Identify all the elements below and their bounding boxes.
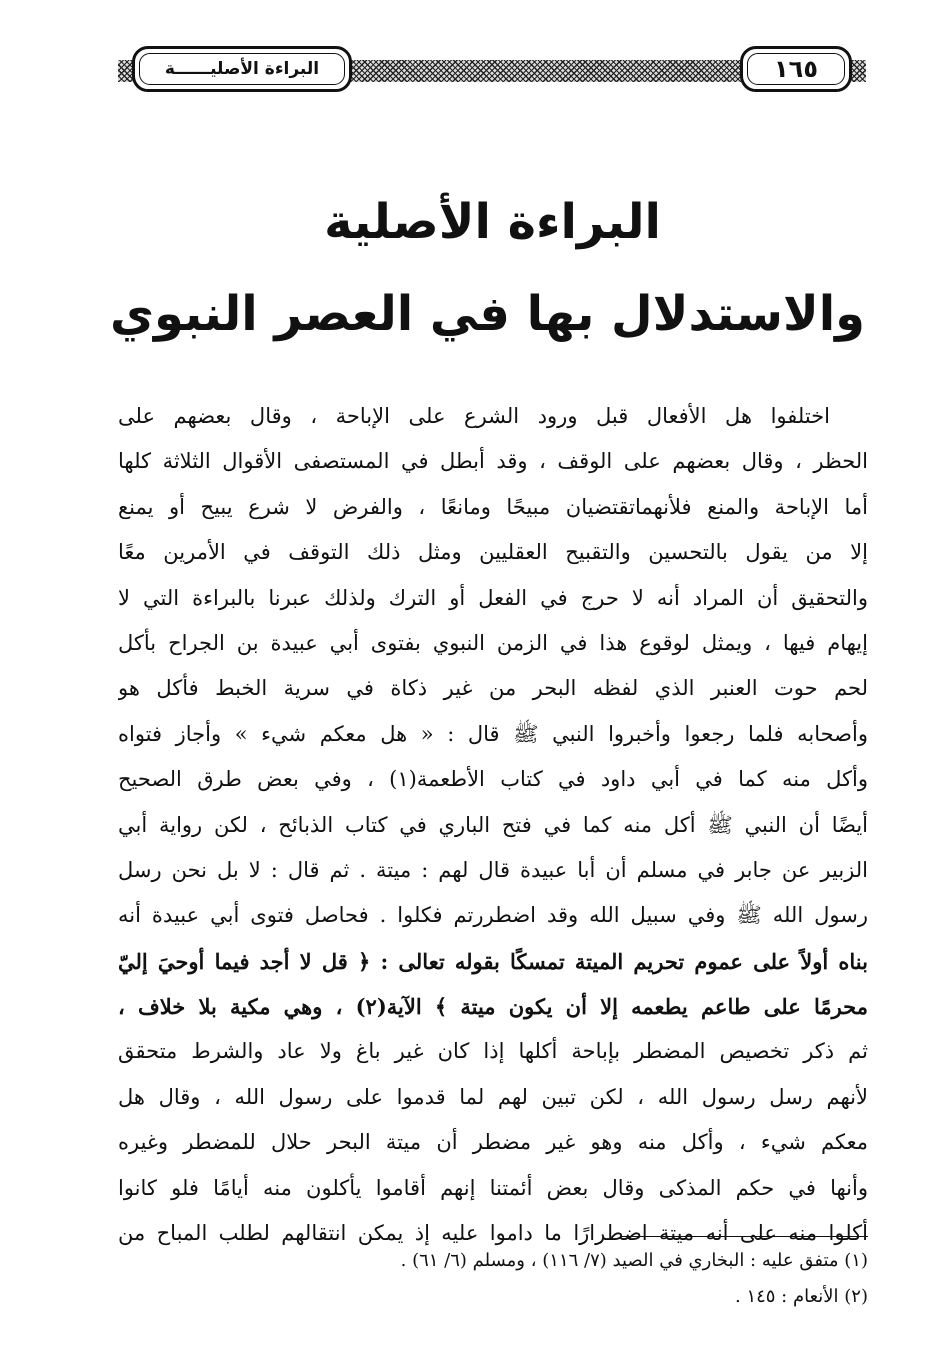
chapter-heading — [110, 176, 865, 360]
body-line: محرمًا على طاعم يطعمه إلا أن يكون ميتة ﴾ الآية(٢) ، وهي مكية بلا خلاف ، — [118, 994, 868, 1020]
body-line: ثم ذكر تخصيص المضطر بإباحة أكلها إذا كان غير باغ ولا عاد والشرط متحقق — [118, 1039, 868, 1064]
body-line: والتحقيق أن المراد أنه لا حرج في الفعل أو الترك ولذلك عبرنا بالبراءة التي لا — [118, 585, 868, 610]
page-header — [118, 40, 866, 102]
body-line: إيهام فيها ، ويمثل لوقوع هذا في الزمن النبوي بفتوى أبي عبيدة بن الجراح بأكل — [118, 630, 868, 655]
page-number: ١٦٥ — [774, 55, 818, 83]
body-line: رسول الله ﷺ وفي سبيل الله وقد اضطررتم فكلوا . فحاصل فتوى أبي عبيدة أنه — [118, 903, 868, 928]
body-line: الحظر ، وقال بعضهم على الوقف ، وقد أبطل في المستصفى الأقوال الثلاثة كلها — [118, 449, 868, 474]
body-line: أيضًا أن النبي ﷺ أكل منه كما في فتح الباري في كتاب الذبائح ، لكن رواية أبي — [118, 812, 868, 837]
footnote-separator — [620, 1236, 868, 1237]
body-text — [118, 394, 868, 1256]
body-line: الزبير عن جابر في مسلم أن أبا عبيدة قال لهم : ميتة . ثم قال : لا بل نحن رسل — [118, 857, 868, 882]
heading-line-2: والاستدلال بها في العصر النبوي — [110, 286, 865, 342]
body-line: لأنهم رسل رسول الله ، لكن تبين لهم لما قدموا على رسول الله ، وقال هل — [118, 1084, 868, 1109]
body-line: وأكل منه كما في أبي داود في كتاب الأطعمة(١) ، وفي بعض طرق الصحيح — [118, 767, 868, 792]
page-number-box — [740, 46, 852, 92]
body-line: وأنها في حكم المذكى وقال بعض أئمتنا إنهم أقاموا يأكلون منه أيامًا فلو كانوا — [118, 1175, 868, 1200]
footnotes — [118, 1243, 868, 1315]
body-line: معكم شيء ، وأكل منه وهو غير مضطر أن ميتة البحر حلال للمضطر وغيره — [118, 1130, 868, 1155]
footnote-2: (٢) الأنعام : ١٤٥ . — [734, 1286, 868, 1307]
body-line: إلا من يقول بالتحسين والتقبيح العقليين ومثل ذلك التوقف في الأمرين معًا — [118, 540, 868, 565]
body-line: لحم حوت العنبر الذي لفظه البحر من غير ذكاة في سرية الخبط فأكل هو — [118, 676, 868, 701]
heading-line-1: البراءة الأصلية — [324, 194, 661, 250]
body-line: أكلوا منه على أنه ميتة اضطرارًا ما داموا عليه إذ يمكن انتقالهم لطلب المباح من — [118, 1221, 868, 1246]
body-line: أما الإباحة والمنع فلأنهماتقتضيان مبيحًا ومانعًا ، والفرض لا شرع يبيح أو يمنع — [118, 494, 868, 519]
running-title: البراءة الأصليــــــة — [164, 59, 320, 79]
body-line: وأصحابه فلما رجعوا وأخبروا النبي ﷺ قال : « هل معكم شيء » وأجاز فتواه — [118, 721, 868, 746]
body-line: بناه أولاً على عموم تحريم الميتة تمسكًا بقوله تعالى : ﴿ قل لا أجد فيما أوحيَ إليّ — [118, 948, 868, 974]
footnote-1: (١) متفق عليه : البخاري في الصيد (٧/ ١١٦) ، ومسلم (٦/ ٦١) . — [400, 1250, 868, 1271]
body-line: اختلفوا هل الأفعال قبل ورود الشرع على الإباحة ، وقال بعضهم على — [118, 404, 830, 428]
running-title-box — [132, 46, 352, 92]
